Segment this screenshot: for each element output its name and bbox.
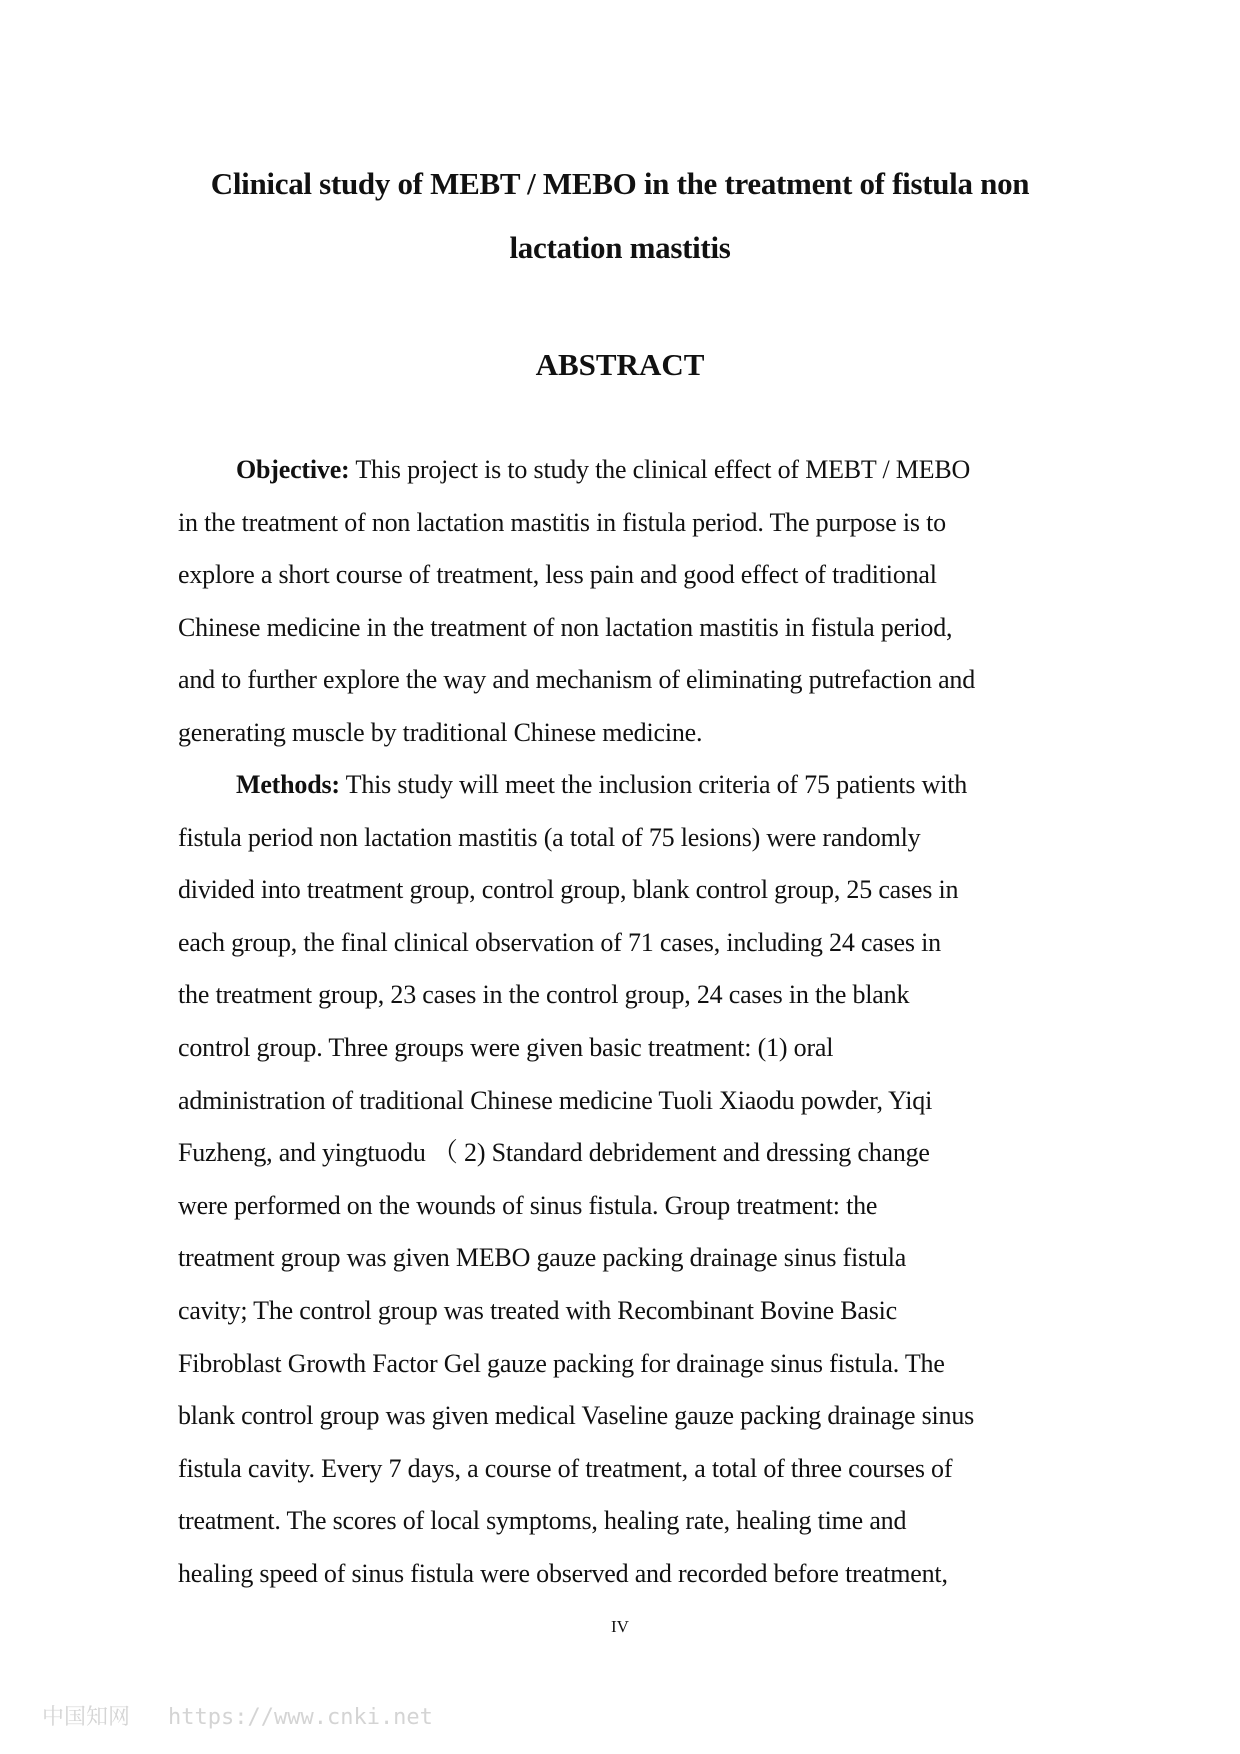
- cnki-watermark: [42, 1700, 433, 1731]
- objective-line-6: generating muscle by traditional Chinese medicine.: [178, 717, 703, 747]
- methods-line-13: blank control group was given medical Vaseline gauze packing drainage sinus: [178, 1401, 975, 1431]
- objective-line-2: in the treatment of non lactation mastitis in fistula period. The purpose is to: [178, 507, 946, 537]
- objective-line-4: Chinese medicine in the treatment of non lactation mastitis in fistula period,: [178, 612, 953, 642]
- objective-line-3: explore a short course of treatment, less pain and good effect of traditional: [178, 560, 937, 590]
- watermark-chinese-text: 中国知网: [42, 1705, 131, 1730]
- methods-paragraph: [178, 759, 1098, 1601]
- title-line-1: Clinical study of MEBT / MEBO in the treatment of fistula non: [210, 166, 1030, 201]
- methods-line-1: [178, 759, 1098, 812]
- objective-line-5: and to further explore the way and mechanism of eliminating putrefaction and: [178, 665, 976, 695]
- objective-line-1: [178, 444, 1098, 497]
- abstract-heading: ABSTRACT: [535, 347, 705, 382]
- methods-line-15: treatment. The scores of local symptoms, healing rate, healing time and: [178, 1506, 907, 1536]
- methods-label: Methods:: [236, 770, 340, 799]
- methods-line-8: Fuzheng, and yingtuodu （ 2) Standard debridement and dressing change: [178, 1138, 930, 1168]
- methods-line-16: healing speed of sinus fistula were observed and recorded before treatment,: [178, 1558, 948, 1588]
- watermark-url[interactable]: https://www.cnki.net: [168, 1705, 433, 1730]
- methods-line-12: Fibroblast Growth Factor Gel gauze packing for drainage sinus fistula. The: [178, 1348, 945, 1378]
- methods-line-9: were performed on the wounds of sinus fistula. Group treatment: the: [178, 1190, 878, 1220]
- title-line-2: lactation mastitis: [509, 230, 731, 265]
- objective-label: Objective:: [236, 455, 350, 484]
- methods-line-4: each group, the final clinical observation of 71 cases, including 24 cases in: [178, 927, 941, 957]
- methods-line-3: divided into treatment group, control group, blank control group, 25 cases in: [178, 875, 959, 905]
- objective-line-1-text: This project is to study the clinical effect of MEBT / MEBO: [349, 455, 971, 484]
- methods-line-2: fistula period non lactation mastitis (a total of 75 lesions) were randomly: [178, 822, 921, 852]
- objective-paragraph: [178, 444, 1098, 760]
- methods-line-7: administration of traditional Chinese medicine Tuoli Xiaodu powder, Yiqi: [178, 1085, 933, 1115]
- methods-line-6: control group. Three groups were given basic treatment: (1) oral: [178, 1032, 834, 1062]
- methods-line-10: treatment group was given MEBO gauze packing drainage sinus fistula: [178, 1243, 907, 1273]
- methods-line-5: the treatment group, 23 cases in the control group, 24 cases in the blank: [178, 980, 910, 1010]
- methods-line-11: cavity; The control group was treated with Recombinant Bovine Basic: [178, 1295, 897, 1325]
- page-number: IV: [611, 1617, 629, 1636]
- methods-line-14: fistula cavity. Every 7 days, a course of treatment, a total of three courses of: [178, 1453, 953, 1483]
- methods-line-1-text: This study will meet the inclusion criteria of 75 patients with: [339, 770, 968, 799]
